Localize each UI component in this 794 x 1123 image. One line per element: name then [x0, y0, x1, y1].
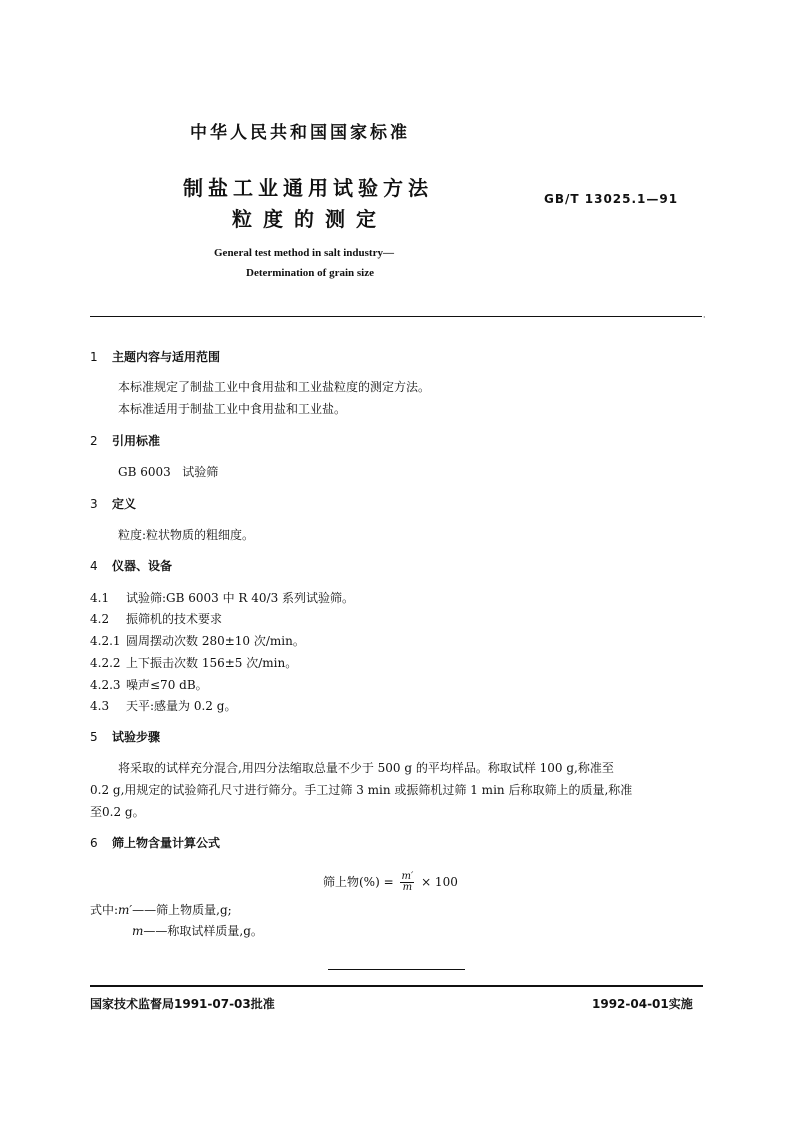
english-title-line2: Determination of grain size [246, 267, 374, 279]
section-5-line-3: 至0.2 g。 [90, 805, 145, 819]
clause-4-3: 4.3 天平:感量为 0.2 g。 [90, 699, 237, 713]
document-title-line2: 粒度的测定 [232, 207, 387, 231]
variable-definition-1: 式中:m′——筛上物质量,g; [90, 903, 232, 917]
formula-numerator: m′ [401, 871, 414, 882]
clause-4-2-2: 4.2.2 上下振击次数 156±5 次/min。 [90, 656, 298, 670]
effective-date: 1992-04-01实施 [592, 997, 693, 1011]
clause-4-2: 4.2 振筛机的技术要求 [90, 612, 223, 626]
section-1-para-1: 本标准规定了制盐工业中食用盐和工业盐粒度的测定方法。 [118, 380, 431, 394]
clause-4-2-1: 4.2.1 圆周摆动次数 280±10 次/min。 [90, 634, 305, 648]
formula-denominator: m [402, 882, 413, 893]
section-3-heading: 3 定义 [90, 497, 137, 511]
formula-right: × 100 [421, 875, 458, 889]
variable-definition-2: m——称取试样质量,g。 [132, 924, 263, 938]
formula-fraction [400, 872, 414, 893]
issuing-authority-heading: 中华人民共和国国家标准 [190, 123, 410, 143]
section-3-para-1: 粒度:粒状物质的粗细度。 [118, 528, 255, 542]
section-2-heading: 2 引用标准 [90, 434, 161, 448]
section-1-heading: 1 主题内容与适用范围 [90, 350, 221, 364]
clause-4-2-3: 4.2.3 噪声≤70 dB。 [90, 678, 208, 692]
document-title-line1: 制盐工业通用试验方法 [183, 176, 433, 200]
end-of-text-rule [328, 969, 465, 970]
english-title-line1: General test method in salt industry— [214, 247, 394, 259]
section-6-heading: 6 筛上物含量计算公式 [90, 836, 221, 850]
section-5-line-1: 将采取的试样充分混合,用四分法缩取总量不少于 500 g 的平均样品。称取试样 100 g,称准至 [118, 761, 614, 775]
section-4-heading: 4 仪器、设备 [90, 559, 173, 573]
formula [323, 872, 458, 894]
footer-divider [90, 985, 703, 987]
approval-date: 国家技术监督局1991-07-03批准 [90, 997, 275, 1011]
header-divider [90, 316, 702, 317]
section-5-heading: 5 试验步骤 [90, 730, 161, 744]
section-2-para-1: GB 6003 试验筛 [118, 465, 219, 479]
section-1-para-2: 本标准适用于制盐工业中食用盐和工业盐。 [118, 402, 347, 416]
section-5-line-2: 0.2 g,用规定的试验筛孔尺寸进行筛分。手工过筛 3 min 或振筛机过筛 1 min 后称取筛上的质量,称准 [90, 783, 633, 797]
clause-4-1: 4.1 试验筛:GB 6003 中 R 40/3 系列试验筛。 [90, 591, 355, 605]
standard-code: GB/T 13025.1—91 [544, 192, 679, 206]
formula-left: 筛上物(%) = [323, 875, 394, 889]
divider-dot: · [703, 313, 706, 322]
